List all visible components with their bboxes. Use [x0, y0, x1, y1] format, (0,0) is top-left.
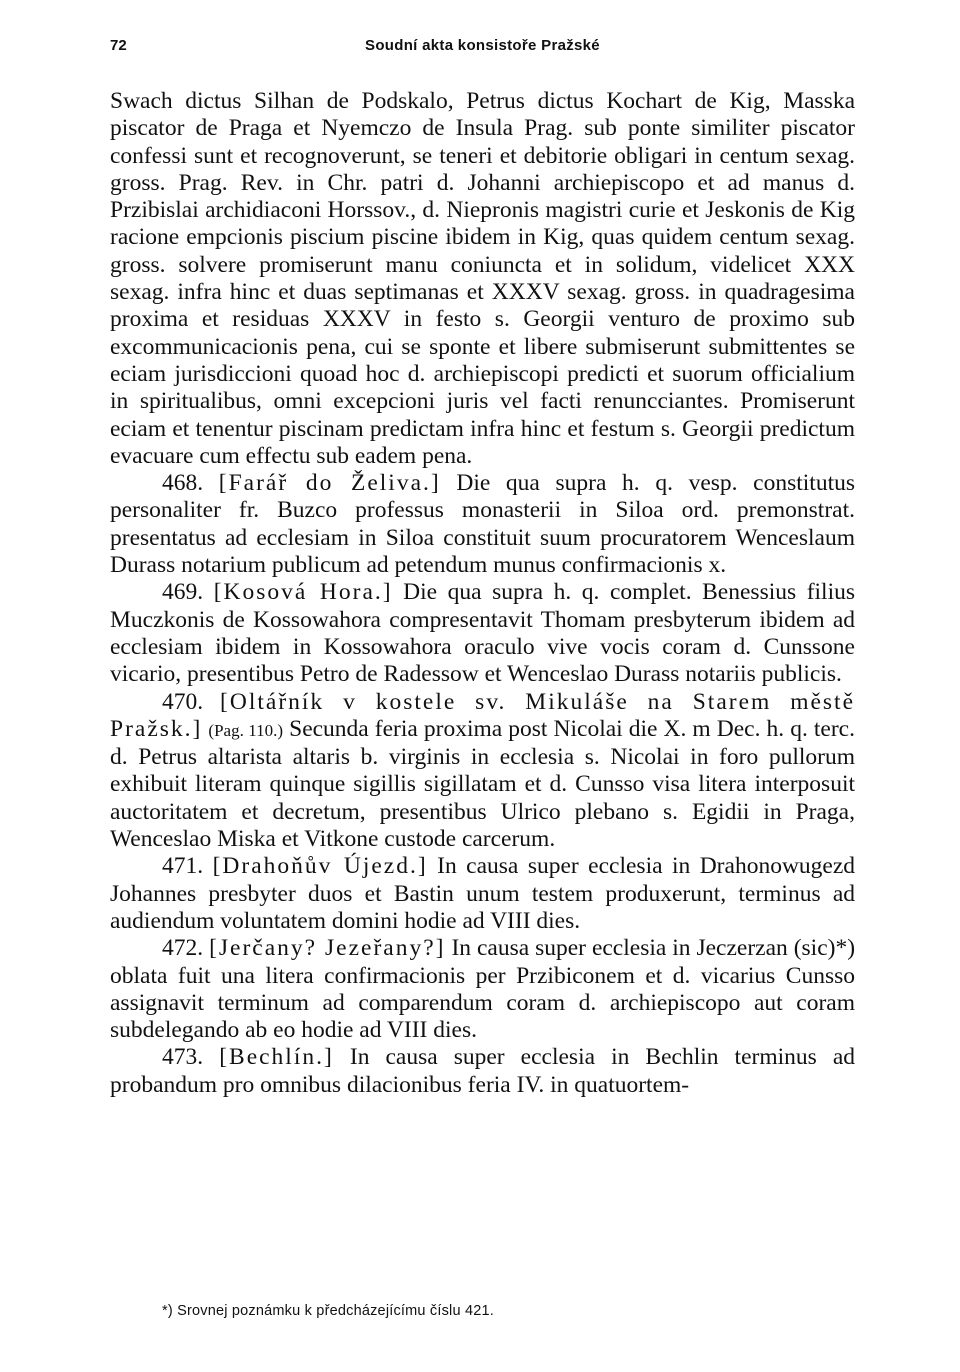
running-title: Soudní akta konsistoře Pražské: [365, 37, 600, 54]
entry-number: 470.: [162, 688, 204, 715]
entry-number: 472.: [162, 935, 204, 962]
page-reference: (Pag. 110.): [208, 720, 284, 740]
entry-place: [Bechlín.]: [219, 1044, 334, 1071]
body-text: [110, 88, 855, 1099]
entry-number: 473.: [162, 1044, 204, 1071]
opening-paragraph: Swach dictus Silhan de Podskalo, Petrus dictus Kochart de Kig, Masska piscator de Praga et Nyemczo de Insula Prag. sub ponte similiter piscator confessi sunt et recognoverunt, se teneri et debitorie obligari in centum sexag. gross. Prag. Rev. in Chr. patri d. Johanni archiepiscopo et ad manus d. Przibislai archidiaconi Horssov., d. Niepronis magistri curie et Jeskonis de Kig racione empcionis piscium piscine ibidem in Kig, quas quidem centum sexag. gross. solvere promiserunt manu coniuncta et in solidum, videlicet XXX sexag. infra hinc et duas septimanas et XXXV sexag. gross. in quadragesima proxima et residuas XXXV in festo s. Georgii venturo de proximo sub excommunicacionis pena, cui se sponte et libere submiserunt submittentes se eciam jurisdiccioni quoad hoc d. archiepiscopi predicti et suorum officialium in spiritualibus, omni excepcioni juris vel facti renuncciantes. Promiserunt eciam et tenentur piscinam predictam infra hinc et festum s. Georgii predictum evacuare cum effectu sub eadem pena.: [110, 88, 855, 469]
entry-text: In causa super ecclesia in Jeczerzan (sic)*) oblata fuit una litera confirmacionis per Przibiconem et d. vicarius Cunsso assignavit terminum ad comparendum coram d. archiepiscopo aut coram subdelegando ab eo hodie ad VIII dies.: [110, 935, 856, 1044]
entry-number: 468.: [162, 470, 204, 497]
entry-471: [110, 853, 855, 935]
entry-text: In causa super ecclesia in Bechlin terminus ad probandum pro omnibus dilacionibus feria IV. in quatuortem-: [110, 1044, 856, 1098]
entry-number: 471.: [162, 853, 204, 880]
footnote: *) Srovnej poznámku k předcházejícímu číslu 421.: [162, 1303, 494, 1319]
entry-473: [110, 1044, 855, 1099]
entry-place: [Jerčany? Jezeřany?]: [209, 935, 446, 962]
entry-468: [110, 470, 855, 579]
entry-469: [110, 579, 855, 688]
entry-place: [Kosová Hora.]: [213, 579, 393, 606]
entry-place: [Drahoňův Újezd.]: [212, 853, 428, 880]
entry-472: [110, 935, 855, 1044]
entry-place: [Farář do Želiva.]: [218, 470, 441, 497]
entry-text: Die qua supra h. q. complet. Benessius filius Muczkonis de Kossowahora compresentavit Thomam presbyterum ibidem ad ecclesiam ibidem in Kossowahora oraculo vive vocis coram d. Cunssone vicario, presentibus Petro de Radessow et Wenceslao Durass notariis publicis.: [110, 579, 856, 688]
entry-text: Secunda feria proxima post Nicolai die X. m Dec. h. q. terc. d. Petrus altarista altaris b. virginis in ecclesia s. Nicolai in foro pullorum exhibuit literam quinque sigillis sigillatam et d. Cunsso visa litera interposuit auctoritatem et decretum, presentibus Ulrico plebano s. Egidii in Praga, Wenceslao Miska et Vitkone custode carcerum.: [110, 715, 855, 853]
entry-number: 469.: [162, 579, 204, 606]
entry-470: [110, 689, 855, 854]
page-number: 72: [110, 37, 127, 54]
entry-place: [Oltářník v kostele sv. Mikuláše na Starem městě Pražsk.]: [110, 688, 856, 742]
entry-text: In causa super ecclesia in Drahonowugezd Johannes presbyter duos et Bastin unum testem produxerunt, terminus ad audiendum voluntatem domini hodie ad VIII dies.: [110, 853, 856, 934]
page-header: [110, 37, 855, 63]
entry-text: Die qua supra h. q. vesp. constitutus personaliter fr. Buzco professus monasterii in Siloa ord. premonstrat. presentatus ad ecclesiam in Siloa constituit suum procuratorem Wenceslaum Durass notarium publicum ad petendum munus confirmacionis x.: [110, 470, 856, 579]
